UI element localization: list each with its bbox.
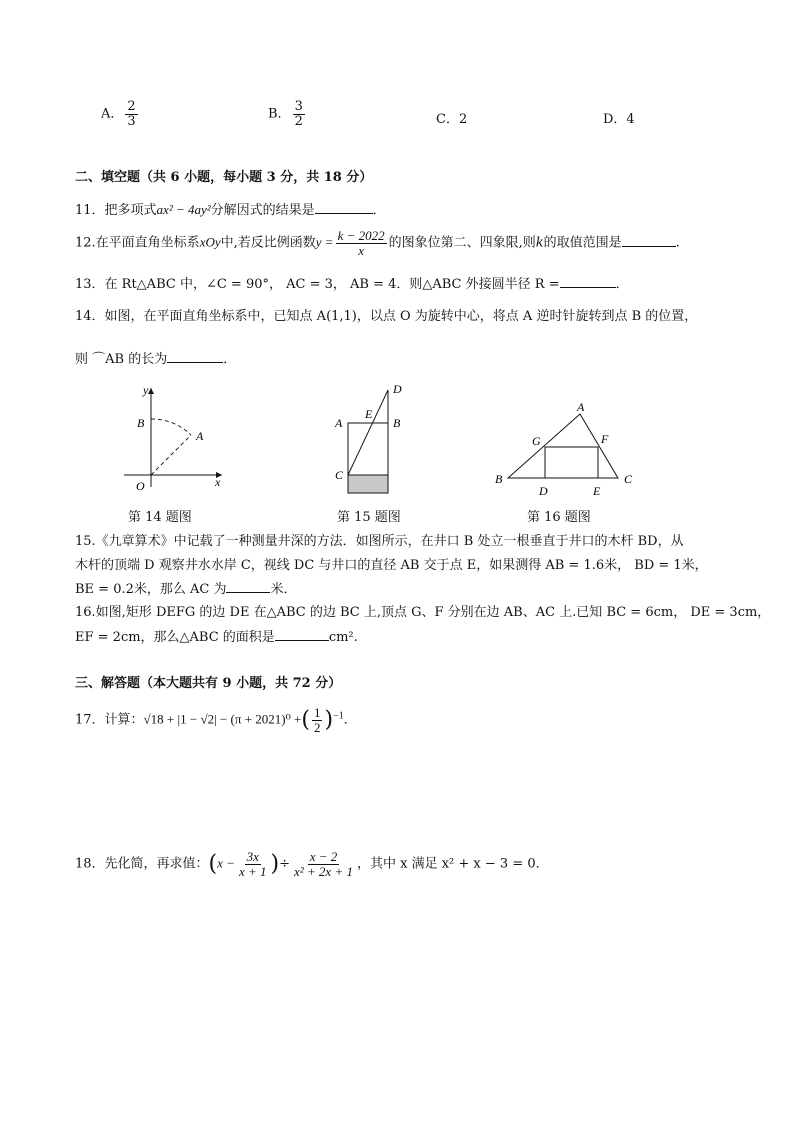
well-outline [348,423,388,475]
label-g: G [532,434,541,448]
label-x: x [215,475,221,489]
figure-14 [118,380,230,492]
triangle-abc [508,414,618,478]
answer-blank-16 [275,628,329,641]
question-16-line-2: EF = 2cm，那么△ABC 的面积是 cm². [75,630,358,645]
option-c: C．2 [436,112,468,127]
arc-ab [151,419,191,435]
figure-15 [328,380,412,495]
question-14-line-2: 则 ⌒AB 的长为 ． [75,352,237,367]
option-b-fraction: $\frac{3}{2}$ [294,99,303,129]
answer-blank-13 [560,275,616,288]
question-15-line-3: BE = 0.2米，那么 AC 为 米． [75,582,297,597]
label-o: O [136,479,145,492]
question-15-line-1: 15.《九章算术》中记载了一种测量井深的方法．如图所示，在井口 B 处立一根垂直于井口的木杆 BD，从 [75,534,684,549]
q12-fraction: $\frac{k - 2022}{x}$ [337,228,385,258]
label-f: F [601,432,609,446]
question-18: 18．先化简，再求值：(x − $\frac{3x}{x + 1}$ )÷ $\frac{x - 2}{\text{x² + 2x + 1}}$ ，其中 x 满足 x² + x − 3 = 0． [75,849,549,879]
q18-fraction-1: $\frac{3x}{x + 1}$ [238,849,267,879]
figure-14-caption: 第 14 题图 [128,510,192,525]
label-b: B [495,472,503,486]
section-3-heading: 三、解答题（本大题共有 9 小题，共 72 分） [75,676,342,691]
answer-blank-14 [167,350,223,363]
label-a: A [577,400,585,414]
answer-blank-15 [226,580,270,593]
well-water [348,475,388,493]
q17-fraction: $\frac{1}{2}$ [313,705,321,735]
option-a: A． $\frac{2}{3}$ [101,99,136,129]
label-d: D [539,484,548,498]
option-d: D．4 [603,112,635,127]
label-a: A [335,416,343,430]
label-b: B [137,416,145,430]
question-12: 12.在平面直角坐标系xOy中,若反比例函数y = $\frac{k - 2022}{x}$ 的图象位第二、四象限,则k的取值范围是 . [75,228,680,258]
figure-16-caption: 第 16 题图 [527,510,591,525]
option-a-fraction: $\frac{2}{3}$ [127,99,136,129]
answer-blank-11 [315,201,373,214]
label-e: E [365,407,373,421]
figure-16 [490,398,640,498]
question-16-line-1: 16.如图,矩形 DEFG 的边 DE 在△ABC 的边 BC 上,顶点 G、F 分别在边 AB、AC 上.已知 BC = 6cm， DE = 3cm， [75,605,771,620]
label-y: y [143,383,149,397]
label-e: E [593,484,601,498]
answer-blank-12 [622,234,676,247]
section-2-heading: 二、填空题（共 6 小题，每小题 3 分，共 18 分） [75,170,373,185]
rectangle-defg [545,447,598,478]
label-c: C [335,468,344,482]
label-c: C [624,472,633,486]
question-11: 11．把多项式ax² − 4ay²分解因式的结果是 ． [75,202,386,218]
y-axis-arrow [148,388,154,394]
question-17: 17．计算：√18 + |1 − √2| − (π + 2021)⁰ +( $\frac{1}{2}$ )$^{-1}$． [75,705,357,735]
option-b: B． $\frac{3}{2}$ [268,99,303,129]
label-b: B [393,416,401,430]
label-d: D [393,382,402,396]
q18-fraction-2: $\frac{x - 2}{\text{x² + 2x + 1}}$ [293,849,353,879]
question-14-line-1: 14．如图，在平面直角坐标系中，已知点 A(1,1)，以点 O 为旋转中心，将点 A 逆时针旋转到点 B 的位置， [75,309,698,324]
figure-15-caption: 第 15 题图 [337,510,401,525]
question-15-line-2: 木杆的顶端 D 观察井水水岸 C，视线 DC 与井口的直径 AB 交于点 E，如果测得 AB = 1.6米， BD = 1米， [75,558,708,573]
question-13: 13．在 Rt△ABC 中，∠C = 90°， AC = 3， AB = 4．则△ABC 外接圆半径 R = ． [75,277,629,292]
label-a: A [196,429,204,443]
segment-oa [151,435,191,475]
sightline-dc [348,390,388,475]
